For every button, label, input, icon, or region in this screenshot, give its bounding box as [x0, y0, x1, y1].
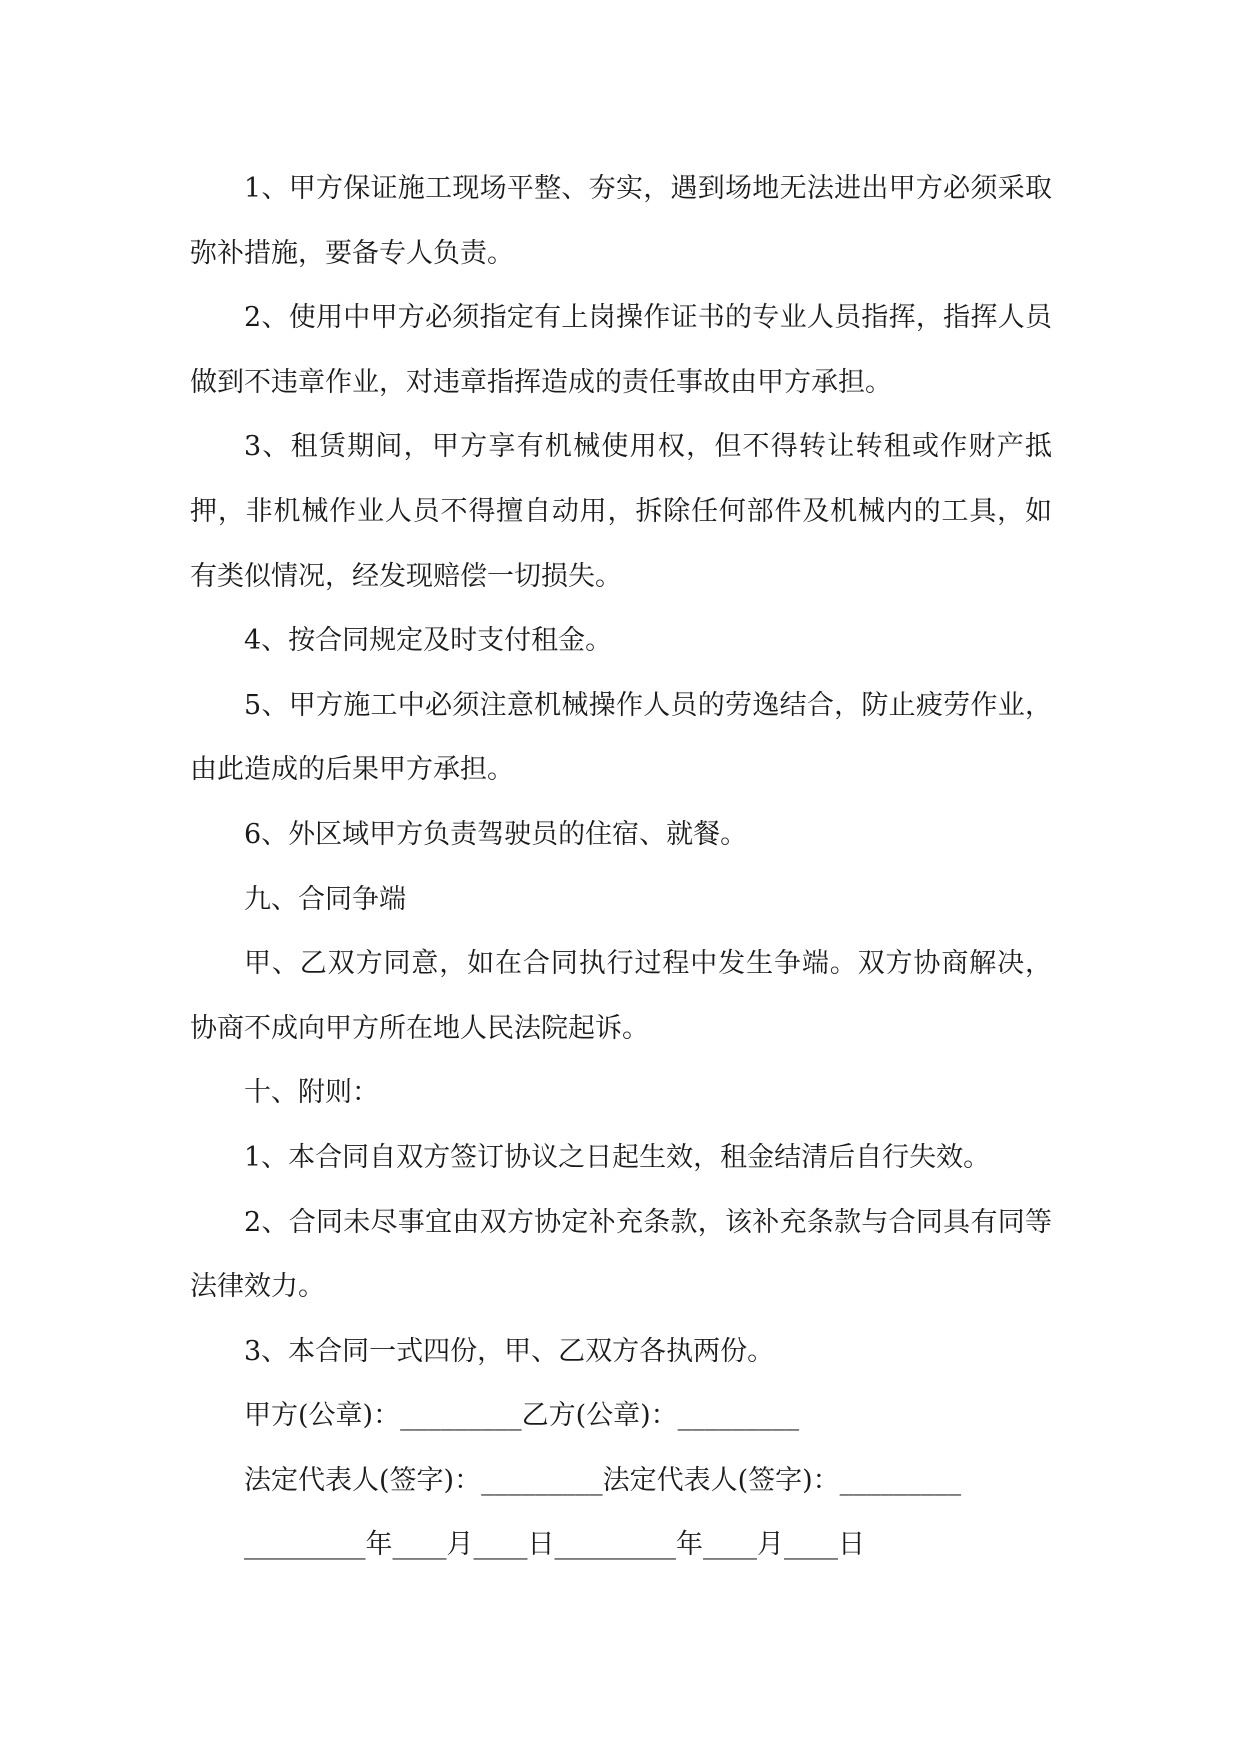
contract-body: [190, 157, 1052, 1578]
clause-paragraph: 3、租赁期间，甲方享有机械使用权，但不得转让转租或作财产抵押，非机械作业人员不得擅自动用，拆除任何部件及机械内的工具，如有类似情况，经发现赔偿一切损失。: [190, 431, 1052, 592]
clause-paragraph: 3、本合同一式四份，甲、乙双方各执两份。: [244, 1335, 775, 1367]
seal-signature-line: 甲方(公章)：_________乙方(公章)：_________: [244, 1400, 800, 1432]
section-heading-dispute: 九、合同争端: [244, 883, 406, 915]
clause-paragraph: 2、使用中甲方必须指定有上岗操作证书的专业人员指挥，指挥人员做到不违章作业，对违章指挥造成的责任事故由甲方承担。: [190, 302, 1052, 398]
section-heading-supplementary: 十、附则：: [244, 1077, 379, 1109]
clause-paragraph: 5、甲方施工中必须注意机械操作人员的劳逸结合，防止疲劳作业，由此造成的后果甲方承担。: [190, 689, 1052, 786]
representative-signature-line: 法定代表人(签字)：_________法定代表人(签字)：_________: [244, 1464, 962, 1496]
clause-paragraph: 6、外区域甲方负责驾驶员的住宿、就餐。: [244, 818, 748, 850]
clause-paragraph: 2、合同未尽事宜由双方协定补充条款，该补充条款与合同具有同等法律效力。: [190, 1206, 1052, 1303]
date-line: _________年____月____日_________年____月____日: [244, 1529, 865, 1561]
clause-paragraph: 1、本合同自双方签订协议之日起生效，租金结清后自行失效。: [244, 1141, 991, 1173]
clause-paragraph: 4、按合同规定及时支付租金。: [244, 625, 613, 657]
clause-paragraph: 1、甲方保证施工现场平整、夯实，遇到场地无法进出甲方必须采取弥补措施，要备专人负责。: [190, 173, 1052, 269]
dispute-paragraph: 甲、乙双方同意，如在合同执行过程中发生争端。双方协商解决，协商不成向甲方所在地人民法院起诉。: [190, 948, 1052, 1044]
